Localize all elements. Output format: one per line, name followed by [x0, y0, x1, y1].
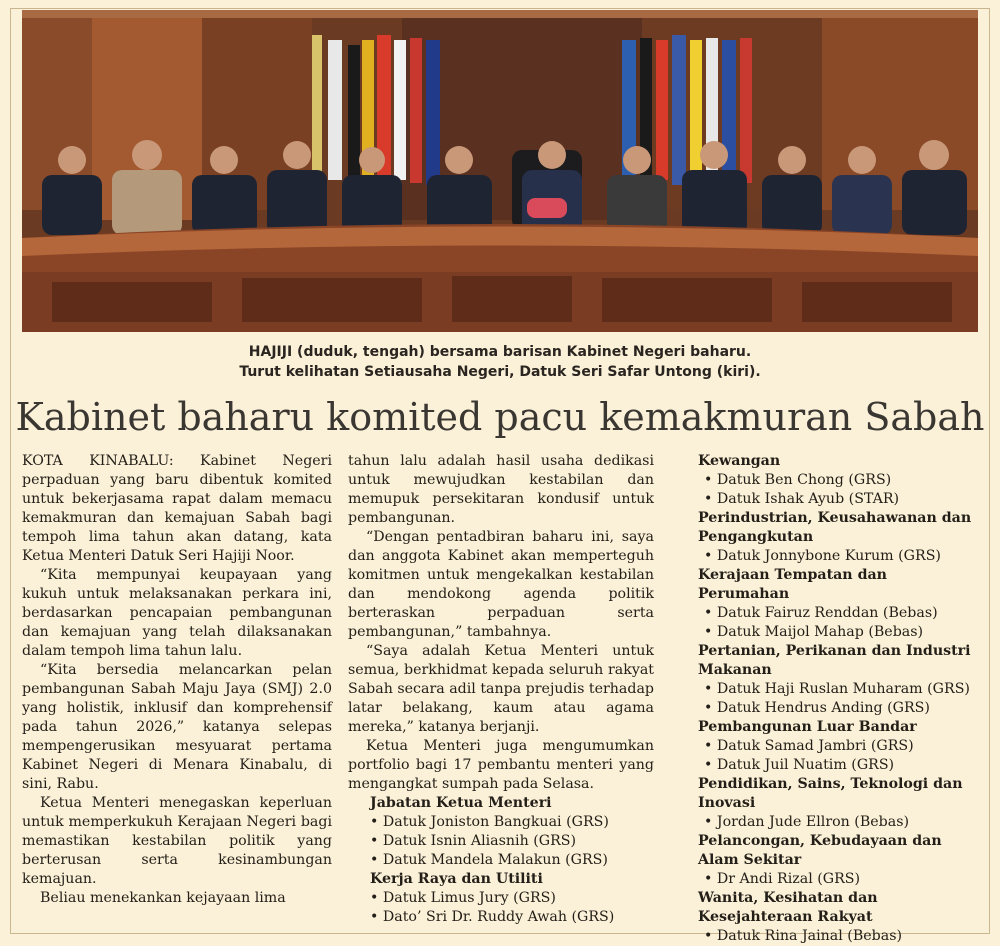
- portfolio-heading: Pembangunan Luar Bandar: [698, 719, 917, 735]
- paragraph: Ketua Menteri juga mengumumkan portfolio bagi 17 pembantu menteri yang mengangkat sumpah pada Selasa.: [348, 738, 654, 792]
- portfolio-heading: Perindustrian, Keusahawanan dan Pengangkutan: [698, 510, 972, 545]
- minister-item: • Datuk Hendrus Anding (GRS): [704, 700, 930, 716]
- portfolio-heading: Pendidikan, Sains, Teknologi dan Inovasi: [698, 776, 963, 811]
- minister-item: • Datuk Samad Jambri (GRS): [704, 738, 914, 754]
- minister-item: • Datuk Isnin Aliasnih (GRS): [370, 833, 577, 849]
- photo-caption-line-2: Turut kelihatan Setiausaha Negeri, Datuk Seri Safar Untong (kiri).: [239, 364, 761, 380]
- cabinet-photo: [22, 10, 978, 332]
- paragraph: Ketua Menteri menegaskan keperluan untuk memperkukuh Kerajaan Negeri bagi memastikan kestabilan politik yang berterusan serta kesinambungan kemajuan.: [22, 795, 332, 887]
- portfolio-heading: Kerajaan Tempatan dan Perumahan: [698, 567, 887, 602]
- minister-item: • Datuk Ishak Ayub (STAR): [704, 491, 900, 507]
- portfolio-heading: Kerja Raya dan Utiliti: [370, 871, 543, 887]
- minister-item: • Dato’ Sri Dr. Ruddy Awah (GRS): [370, 909, 615, 925]
- portfolio-heading: Kewangan: [698, 453, 781, 469]
- minister-item: • Datuk Limus Jury (GRS): [370, 890, 556, 906]
- minister-item: • Datuk Fairuz Renddan (Bebas): [704, 605, 938, 621]
- paragraph: KOTA KINABALU: Kabinet Negeri perpaduan yang baru dibentuk komited untuk bekerjasama rapat dalam memacu kemakmuran dan kemajuan Sabah bagi tempoh lima tahun akan datang, kata Ketua Menteri Datuk Seri Hajiji Noor.: [22, 453, 332, 564]
- minister-item: • Jordan Jude Ellron (Bebas): [704, 814, 910, 830]
- article-headline: Kabinet baharu komited pacu kemakmuran Sabah: [15, 395, 985, 439]
- minister-item: • Datuk Rina Jainal (Bebas): [704, 928, 903, 944]
- minister-item: • Datuk Jonnybone Kurum (GRS): [704, 548, 941, 564]
- portfolio-heading: Pelancongan, Kebudayaan dan Alam Sekitar: [698, 833, 942, 868]
- article-column-1: [22, 452, 332, 908]
- article-column-3: [698, 452, 982, 946]
- paragraph: Beliau menekankan kejayaan lima: [40, 890, 286, 906]
- minister-item: • Datuk Joniston Bangkuai (GRS): [370, 814, 609, 830]
- paragraph: “Kita mempunyai keupayaan yang kukuh untuk melaksanakan perkara ini, berdasarkan pencapaian pembangunan dan kemajuan yang telah dilaksanakan dalam tempoh lima tahun lalu.: [22, 567, 332, 659]
- minister-item: • Datuk Ben Chong (GRS): [704, 472, 892, 488]
- minister-item: • Dr Andi Rizal (GRS): [704, 871, 861, 887]
- paragraph: “Dengan pentadbiran baharu ini, saya dan anggota Kabinet akan memperteguh komitmen untuk mengekalkan kestabilan dan mendokong agenda politik berteraskan perpaduan serta pembangunan,” tambahnya.: [348, 529, 654, 640]
- portfolio-heading: Pertanian, Perikanan dan Industri Makanan: [698, 643, 971, 678]
- minister-item: • Datuk Maijol Mahap (Bebas): [704, 624, 924, 640]
- paragraph: “Kita bersedia melancarkan pelan pembangunan Sabah Maju Jaya (SMJ) 2.0 yang holistik, inklusif dan komprehensif pada tahun 2026,” katanya selepas mempengerusikan mesyuarat pertama Kabinet Negeri di Menara Kinabalu, di sini, Rabu.: [22, 662, 332, 792]
- minister-item: • Datuk Haji Ruslan Muharam (GRS): [704, 681, 970, 697]
- paragraph: tahun lalu adalah hasil usaha dedikasi untuk mewujudkan kestabilan dan memupuk persekitaran kondusif untuk pembangunan.: [348, 453, 654, 526]
- minister-item: • Datuk Mandela Malakun (GRS): [370, 852, 608, 868]
- photo-caption-line-1: HAJIJI (duduk, tengah) bersama barisan Kabinet Negeri baharu.: [248, 344, 752, 360]
- portfolio-heading: Wanita, Kesihatan dan Kesejahteraan Rakyat: [698, 890, 878, 925]
- portfolio-heading: Jabatan Ketua Menteri: [370, 795, 552, 811]
- article-column-2: [348, 452, 654, 927]
- paragraph: “Saya adalah Ketua Menteri untuk semua, berkhidmat kepada seluruh rakyat Sabah secara adil tanpa prejudis terhadap latar belakang, kaum atau agama mereka,” katanya berjanji.: [348, 643, 654, 735]
- minister-item: • Datuk Juil Nuatim (GRS): [704, 757, 895, 773]
